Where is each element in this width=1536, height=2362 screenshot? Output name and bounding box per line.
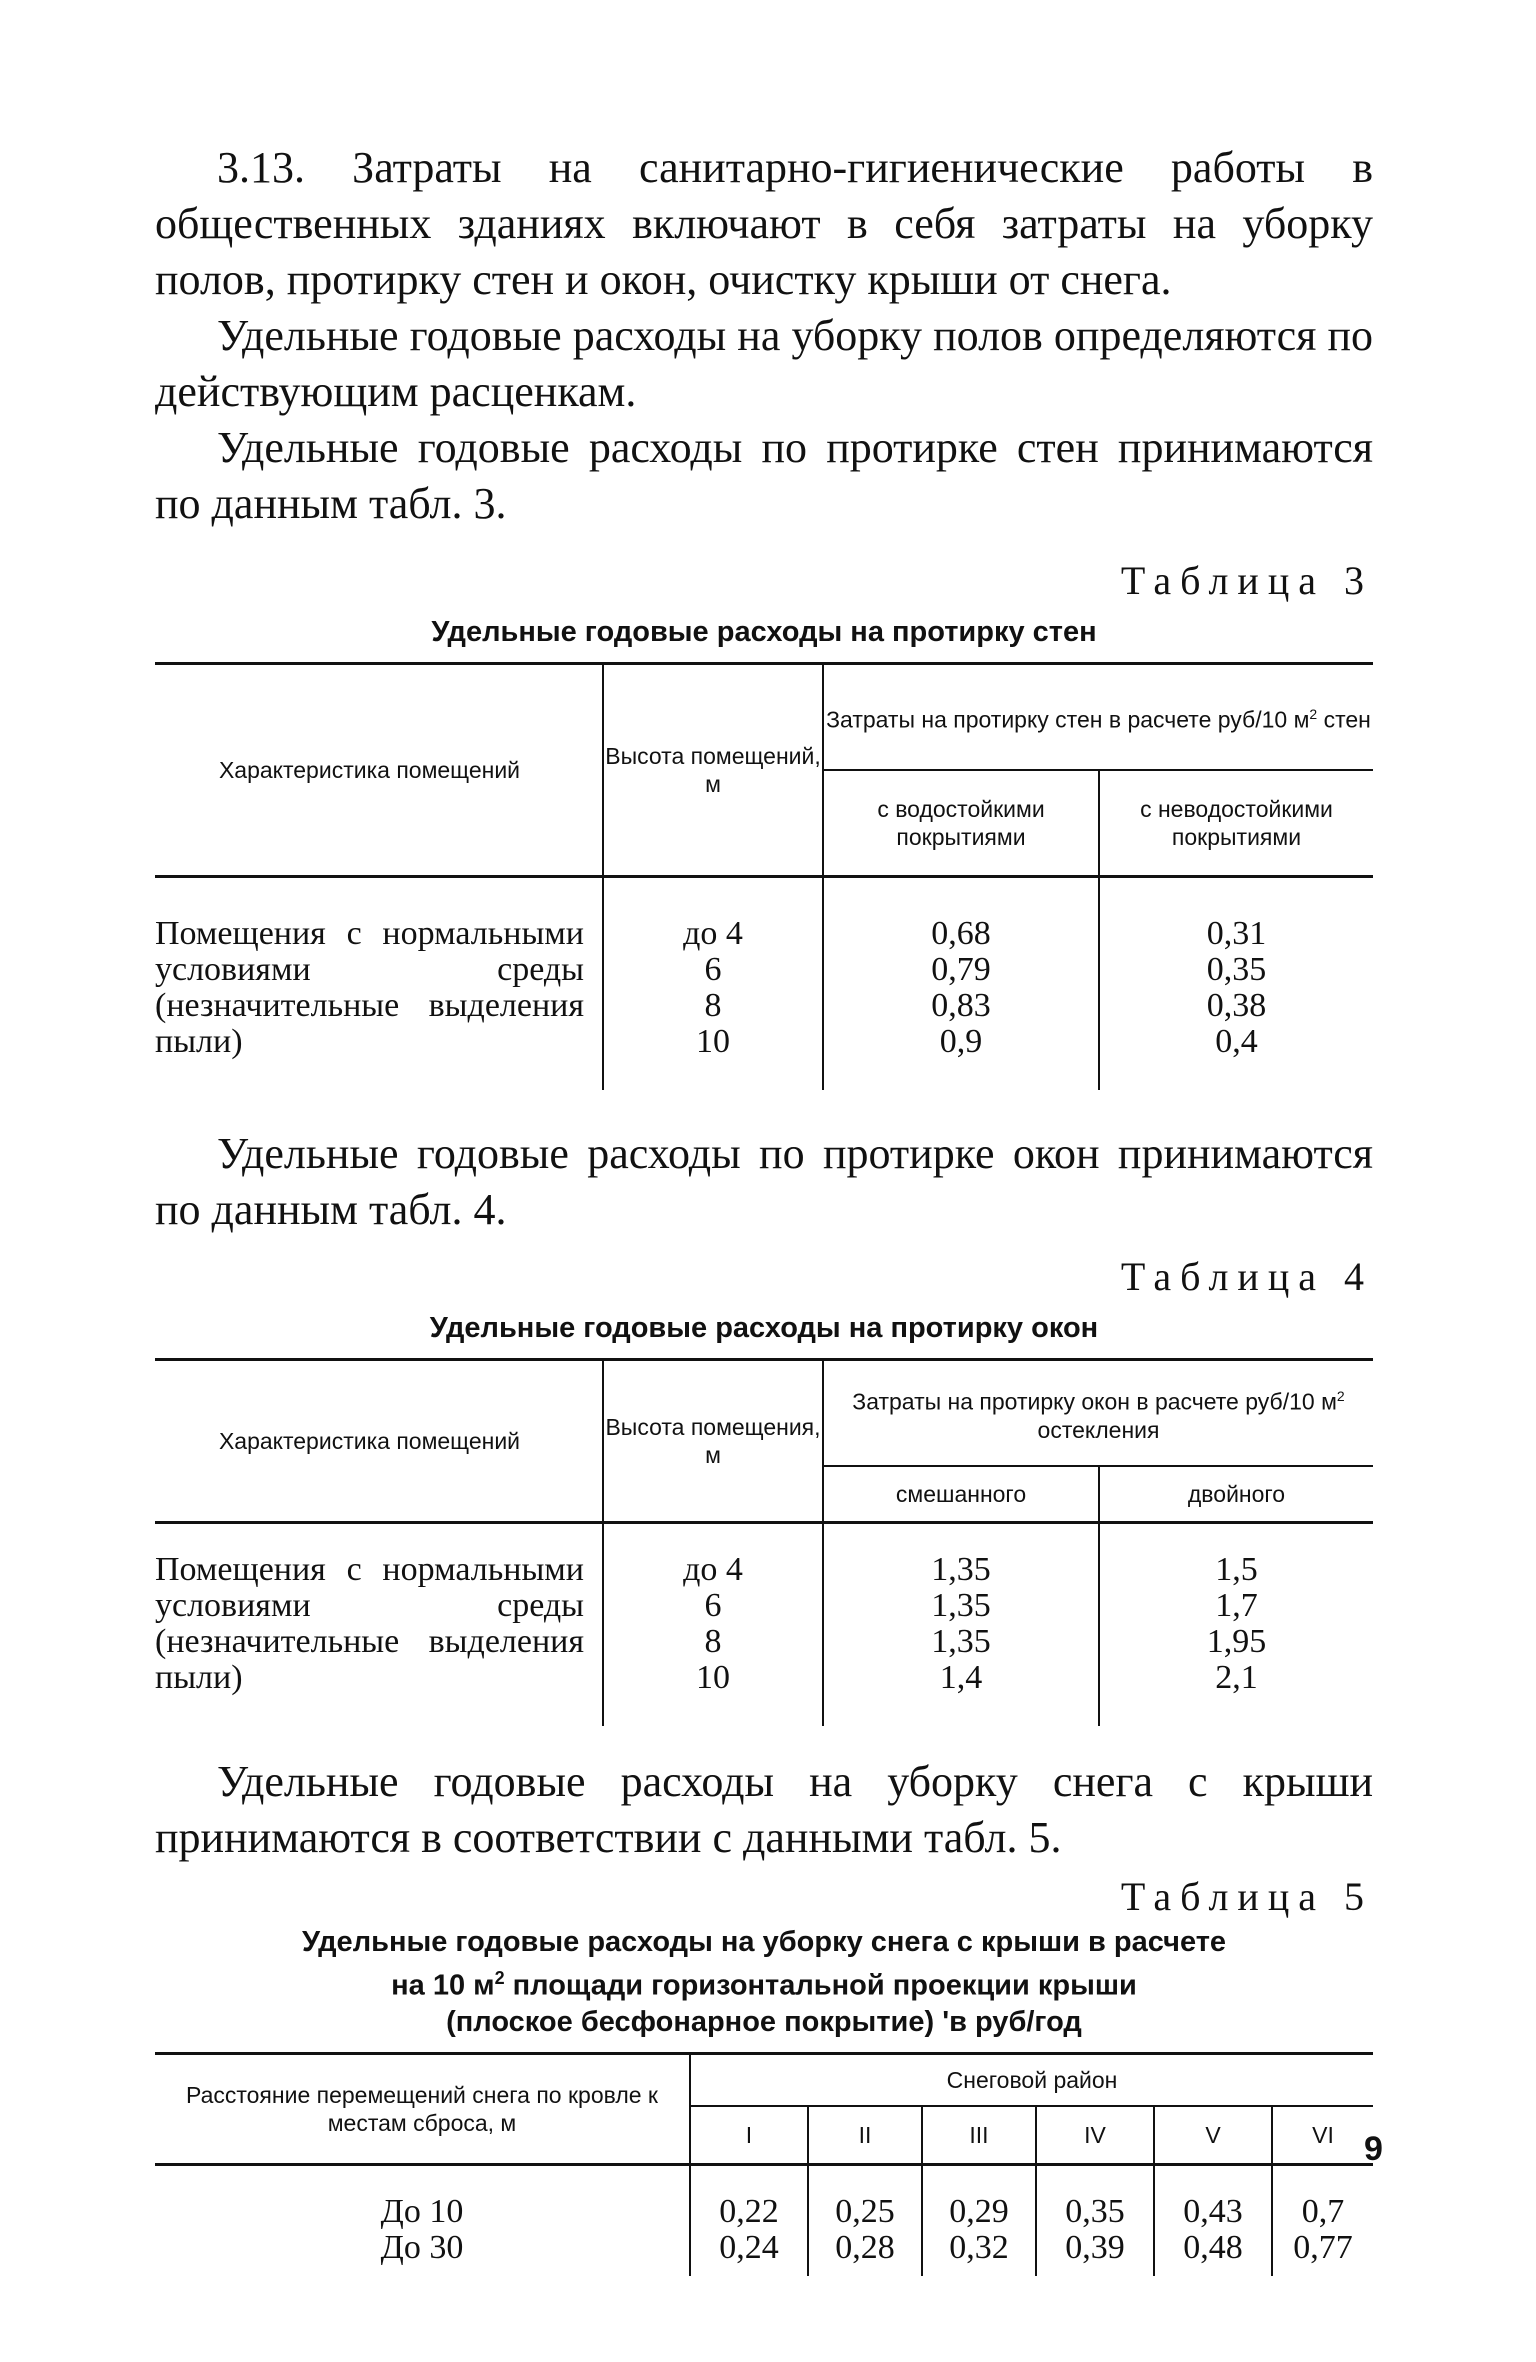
- table4-heights: [603, 1523, 823, 1727]
- table5-region-1: I: [690, 2106, 808, 2165]
- table-cell: 0,28: [808, 2230, 922, 2276]
- table5: [155, 2052, 1373, 2276]
- table-cell: 1,35: [931, 1623, 991, 1660]
- table4-header-height: Высота помещения, м: [603, 1360, 823, 1523]
- table3: [155, 662, 1373, 1090]
- table-cell: 0,35: [1206, 951, 1267, 988]
- table5-header-distance: Расстояние перемещений снега по кровле к местам сброса, м: [186, 2081, 658, 2136]
- table5-caption: Таблица 5: [1120, 1874, 1373, 1919]
- table-cell: 8: [704, 1623, 722, 1660]
- table5-title-line2: на 10 $м^2$ площади горизонтальной проекции крыши: [391, 1968, 1137, 2002]
- table3-non-waterproof-values: [1099, 877, 1373, 1091]
- paragraph-snow: Удельные годовые расходы на уборку снега с крыши принимаются в соответствии с данными табл. 5.: [155, 1757, 1373, 1862]
- table5-region-6: VI: [1272, 2106, 1373, 2165]
- table-cell: 0,29: [922, 2164, 1036, 2230]
- table-cell: 8: [704, 987, 722, 1024]
- table-cell: 0,7: [1272, 2164, 1373, 2230]
- table-cell: 10: [696, 1023, 730, 1060]
- table-row: [155, 2230, 1373, 2276]
- table-cell: 0,77: [1272, 2230, 1373, 2276]
- table5-region-4: IV: [1036, 2106, 1154, 2165]
- table3-waterproof-values: [823, 877, 1099, 1091]
- table-cell: 10: [696, 1659, 730, 1696]
- table-cell: 0,25: [808, 2164, 922, 2230]
- table-cell: 0,22: [690, 2164, 808, 2230]
- paragraph-walls: Удельные годовые расходы по протирке стен принимаются по данным табл. 3.: [155, 423, 1373, 528]
- table-row: [155, 2164, 1373, 2230]
- table3-header-waterproof: с водостойкими покрытиями: [823, 770, 1099, 877]
- table3-header-costs: Затраты на протирку стен в расчете руб/10 $м^2$ стен: [823, 664, 1373, 771]
- table-cell: 0,68: [931, 915, 991, 952]
- table-cell: 6: [704, 951, 722, 988]
- table4-header-costs: Затраты на протирку окон в расчете руб/10 $м^2$ остекления: [823, 1360, 1373, 1467]
- table3-header-non-waterproof: с неводостойкими покрытиями: [1099, 770, 1373, 877]
- table5-region-5: V: [1154, 2106, 1272, 2165]
- table-cell: До 30: [380, 2228, 464, 2266]
- table3-header-characteristic: Характеристика помещений: [218, 757, 521, 783]
- table-cell: 0,79: [931, 951, 991, 988]
- table3-header-height: Высота помещений, м: [603, 664, 823, 877]
- table-cell: 1,7: [1215, 1587, 1258, 1624]
- table4: [155, 1358, 1373, 1726]
- table4-caption: Таблица 4: [1120, 1254, 1373, 1299]
- table-cell: 2,1: [1215, 1659, 1258, 1696]
- table-cell: до 4: [683, 1551, 743, 1588]
- table-cell: 1,4: [939, 1659, 983, 1696]
- paragraph-windows: Удельные годовые расходы по протирке окон принимаются по данным табл. 4.: [155, 1129, 1373, 1234]
- table-cell: 0,39: [1036, 2230, 1154, 2276]
- table-cell: 0,83: [931, 987, 991, 1024]
- table-cell: До 10: [380, 2192, 464, 2230]
- table3-heights: [603, 877, 823, 1091]
- table-cell: 0,43: [1154, 2164, 1272, 2230]
- table5-region-3: III: [922, 2106, 1036, 2165]
- table-cell: 0,32: [922, 2230, 1036, 2276]
- table-cell: 0,35: [1036, 2164, 1154, 2230]
- table4-row-description: Помещения с нормальными условиями среды (незначительные выделения пыли): [155, 1551, 584, 1696]
- table5-region-2: II: [808, 2106, 922, 2165]
- table4-header-characteristic: Характеристика помещений: [218, 1428, 521, 1454]
- table-cell: 0,9: [939, 1023, 983, 1060]
- page: [155, 140, 1373, 2276]
- table4-title: Удельные годовые расходы на протирку окон: [429, 1312, 1099, 1344]
- table-cell: 6: [704, 1587, 722, 1624]
- table4-header-mixed: смешанного: [823, 1466, 1099, 1523]
- table5-header-snow-region: Снеговой район: [690, 2053, 1373, 2106]
- table-cell: 0,31: [1206, 915, 1267, 952]
- paragraph-floors: Удельные годовые расходы на уборку полов определяются по действующим расценкам.: [155, 311, 1373, 416]
- table-cell: 1,95: [1206, 1623, 1267, 1660]
- table4-mixed-values: [823, 1523, 1099, 1727]
- table3-caption: Таблица 3: [1120, 558, 1373, 603]
- table3-title: Удельные годовые расходы на протирку стен: [431, 616, 1097, 648]
- page-number: 9: [1364, 2130, 1383, 2168]
- table-cell: 1,35: [931, 1587, 991, 1624]
- table-cell: 1,5: [1215, 1551, 1258, 1588]
- table-cell: до 4: [683, 915, 743, 952]
- table5-title-line3: (плоское бесфонарное покрытие) 'в руб/год: [446, 2005, 1082, 2038]
- table-cell: 0,38: [1206, 987, 1267, 1024]
- table4-header-double: двойного: [1099, 1466, 1373, 1523]
- paragraph-3-13: 3.13. Затраты на санитарно-гигиенические работы в общественных зданиях включают в себя затраты на уборку полов, протирку стен и окон, очистку крыши от снега.: [155, 143, 1373, 304]
- table-cell: 0,24: [690, 2230, 808, 2276]
- table5-title-line1: Удельные годовые расходы на уборку снега с крыши в расчете: [301, 1926, 1227, 1958]
- table-cell: 1,35: [931, 1551, 991, 1588]
- table5-title: [155, 1924, 1373, 2040]
- table-cell: 0,4: [1215, 1023, 1258, 1060]
- table4-double-values: [1099, 1523, 1373, 1727]
- table3-row-description: Помещения с нормальными условиями среды (незначительные выделения пыли): [155, 915, 584, 1060]
- table-cell: 0,48: [1154, 2230, 1272, 2276]
